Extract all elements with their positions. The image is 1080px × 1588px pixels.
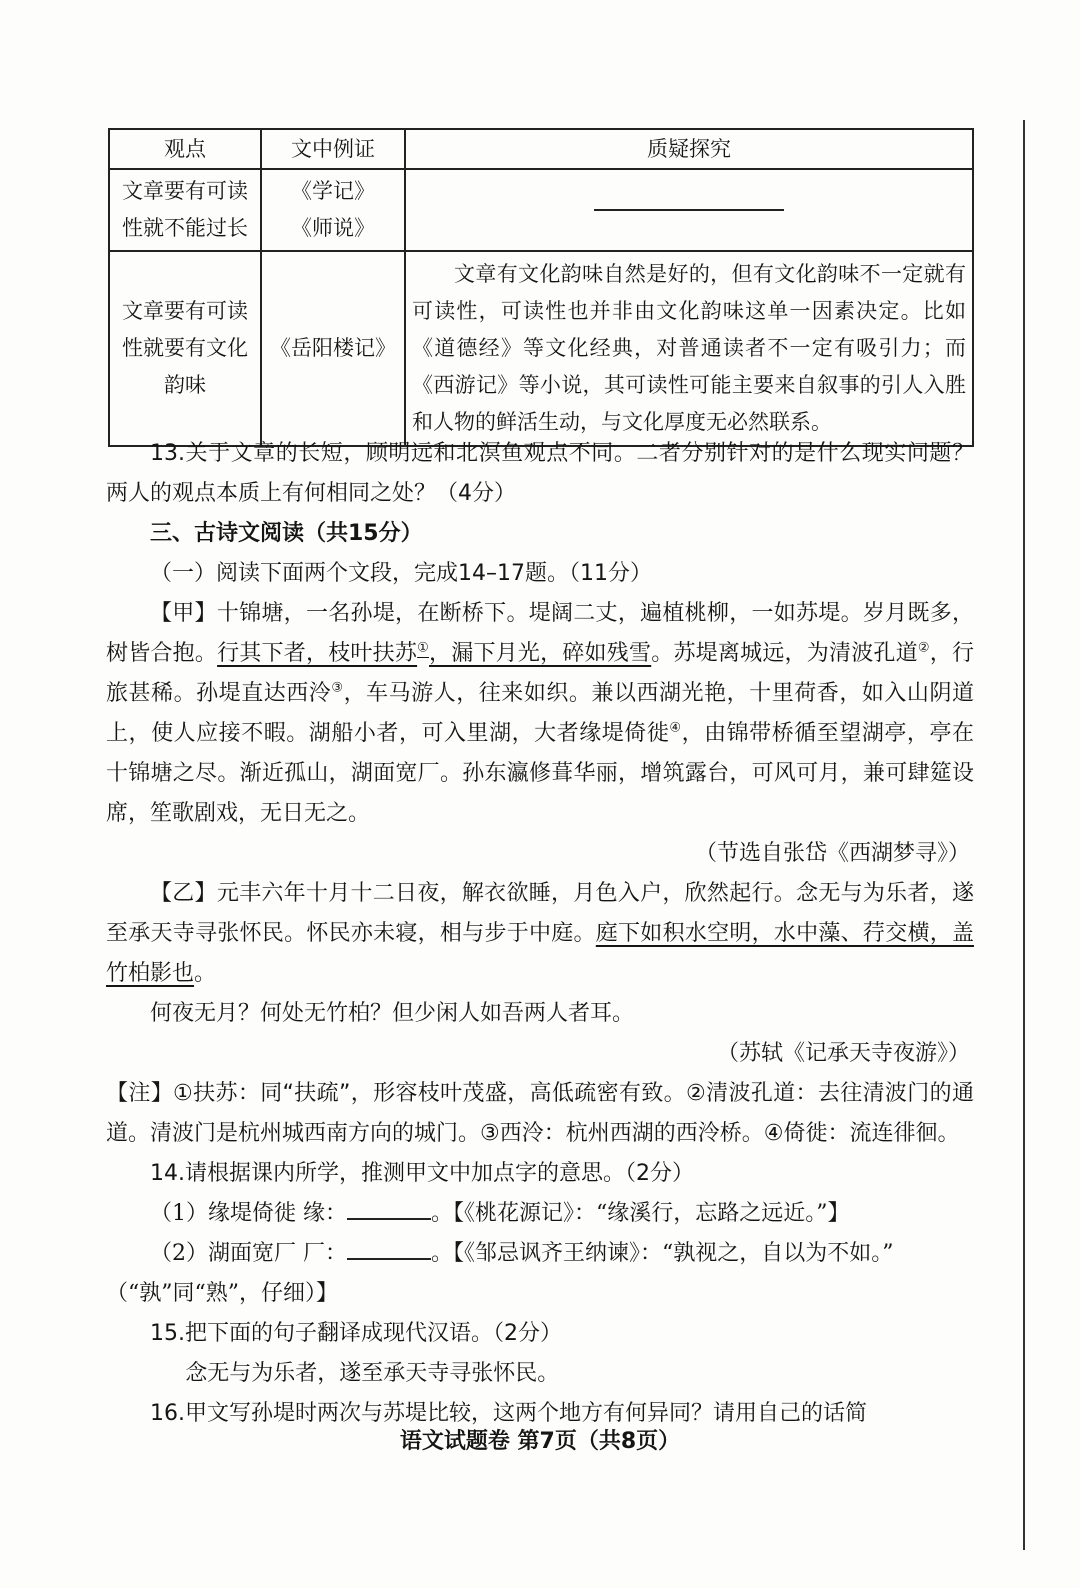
q14-item2-suffix: 。【《邹忌讽齐王纳谏》：“孰视之，自以为不如。” (431, 1241, 894, 1266)
q13-line1: 13.关于文章的长短，顾明远和北溟鱼观点不同。二者分别针对的是什么现实 (150, 441, 907, 466)
q14-item1-suffix: 。【《桃花源记》：“缘溪行，忘路之远近。”】 (431, 1201, 850, 1226)
jia-source: （节选自张岱《西湖梦寻》） (694, 841, 970, 866)
jia-underlined: 行其下者，枝叶扶苏 (217, 641, 418, 666)
answer-blank[interactable] (347, 1196, 431, 1220)
row1-viewpoint-line: 性就不能过长 (122, 216, 248, 240)
row2-viewpoint-line: 韵味 (164, 373, 206, 397)
table-header-row (109, 129, 973, 169)
row1-evidence-line: 《学记》 (291, 179, 375, 203)
yi-source: （苏轼《记承天寺夜游》） (716, 1041, 970, 1066)
note-marker: ④ (669, 720, 682, 736)
jia-text: ，车马游人，往来如织。兼以西湖光艳，十里荷香，如入山阴道上，使人应接不暇。湖船小者，可入里湖，大者缘堤倚徙 (106, 681, 974, 746)
margin-rule (1023, 120, 1025, 1550)
q14-item-1 (106, 1194, 974, 1234)
question-16: 16.甲文写孙堤时两次与苏堤比较，这两个地方有何异同？请用自己的话简 (150, 1401, 867, 1426)
q14-item2-prefix: （2）湖面宽厂 厂： (150, 1241, 347, 1266)
row2-viewpoint (109, 251, 261, 446)
jia-underlined: ，漏下月光，碎如残雪 (429, 641, 652, 666)
row1-inquiry-blank[interactable] (405, 169, 973, 251)
yi-text-2: 何夜无月？何处无竹柏？但少闲人如吾两人者耳。 (150, 1001, 635, 1026)
q14-item-2 (106, 1234, 974, 1274)
section-3-title: 三、古诗文阅读（共15分） (150, 521, 423, 546)
notes: 【注】①扶苏：同“扶疏”，形容枝叶茂盛，高低疏密有致。②清波孔道：去往清波门的通道。清波门是杭州城西南方向的城门。③西泠：杭州西湖的西泠桥。④倚徙：流连徘徊。 (106, 1081, 974, 1146)
question-13 (106, 434, 974, 514)
note-marker: ① (417, 640, 429, 656)
note-marker: ③ (331, 680, 344, 696)
jia-text: ，由锦带桥循至望湖亭，亭在十锦塘之尽。渐近孤山，湖面宽厂。孙东瀛修葺华丽，增筑露台，可风可月，兼可肆筵设席，笙歌剧戏，无日无之。 (106, 721, 974, 826)
yi-underlined: 庭下如积水空明，水中藻、荇交横，盖竹柏影也 (106, 921, 974, 986)
row2-viewpoint-line: 性就要有文化 (122, 336, 248, 360)
header-evidence: 文中例证 (261, 129, 405, 169)
row2-evidence (261, 251, 405, 446)
row2-inquiry: 文章有文化韵味自然是好的，但有文化韵味不一定就有可读性，可读性也并非由文化韵味这单一因素决定。比如《道德经》等文化经典，对普通读者不一定有吸引力；而《西游记》等小说，其可读性可能主要来自叙事的引人入胜和人物的鲜活生动，与文化厚度无必然联系。 (405, 251, 973, 446)
exam-content (106, 434, 974, 1434)
note-marker: ② (917, 640, 930, 656)
table-row (109, 169, 973, 251)
jia-text: ，行旅甚稀。孙堤直达西泠 (106, 641, 974, 706)
yi-text: 【乙】元丰六年十月十二日夜，解衣欲睡，月色入户，欣然起行。念无与为乐者，遂至承天寺寻张怀民。怀民亦未寝，相与步于中庭。 (106, 881, 974, 946)
q14-item-2-cont: （“孰”同“熟”，仔细）】 (106, 1281, 338, 1306)
yi-text: 。 (194, 961, 217, 986)
question-14: 14.请根据课内所学，推测甲文中加点字的意思。（2分） (150, 1161, 694, 1186)
header-inquiry: 质疑探究 (405, 129, 973, 169)
row1-viewpoint-line: 文章要有可读 (122, 179, 248, 203)
passage-yi (106, 874, 974, 994)
question-15: 15.把下面的句子翻译成现代汉语。（2分） (150, 1321, 562, 1346)
jia-text: 【甲】十锦塘，一名孙堤，在断桥下。堤阔二丈，遍植桃柳，一如苏堤。岁月既多，树皆合抱。 (106, 601, 974, 666)
q13-line2: 问题？两人的观点本质上有何相同之处？（4分） (106, 441, 974, 506)
q14-item1-prefix: （1）缘堤倚徙 缘： (150, 1201, 347, 1226)
viewpoint-table (108, 128, 974, 447)
table-row (109, 251, 973, 446)
section-3-sub: （一）阅读下面两个文段，完成14–17题。（11分） (150, 561, 652, 586)
q15-sentence: 念无与为乐者，遂至承天寺寻张怀民。 (185, 1361, 560, 1386)
row1-evidence (261, 169, 405, 251)
passage-jia (106, 594, 974, 834)
jia-text: 。苏堤离城远，为清波孔道 (651, 641, 918, 666)
answer-line[interactable] (594, 209, 784, 211)
row1-viewpoint (109, 169, 261, 251)
row1-evidence-line: 《师说》 (291, 216, 375, 240)
answer-blank[interactable] (347, 1236, 431, 1260)
row2-evidence-line: 《岳阳楼记》 (270, 336, 396, 360)
header-viewpoint: 观点 (109, 129, 261, 169)
page-footer: 语文试题卷 第7页（共8页） (399, 1429, 681, 1454)
row2-viewpoint-line: 文章要有可读 (122, 299, 248, 323)
